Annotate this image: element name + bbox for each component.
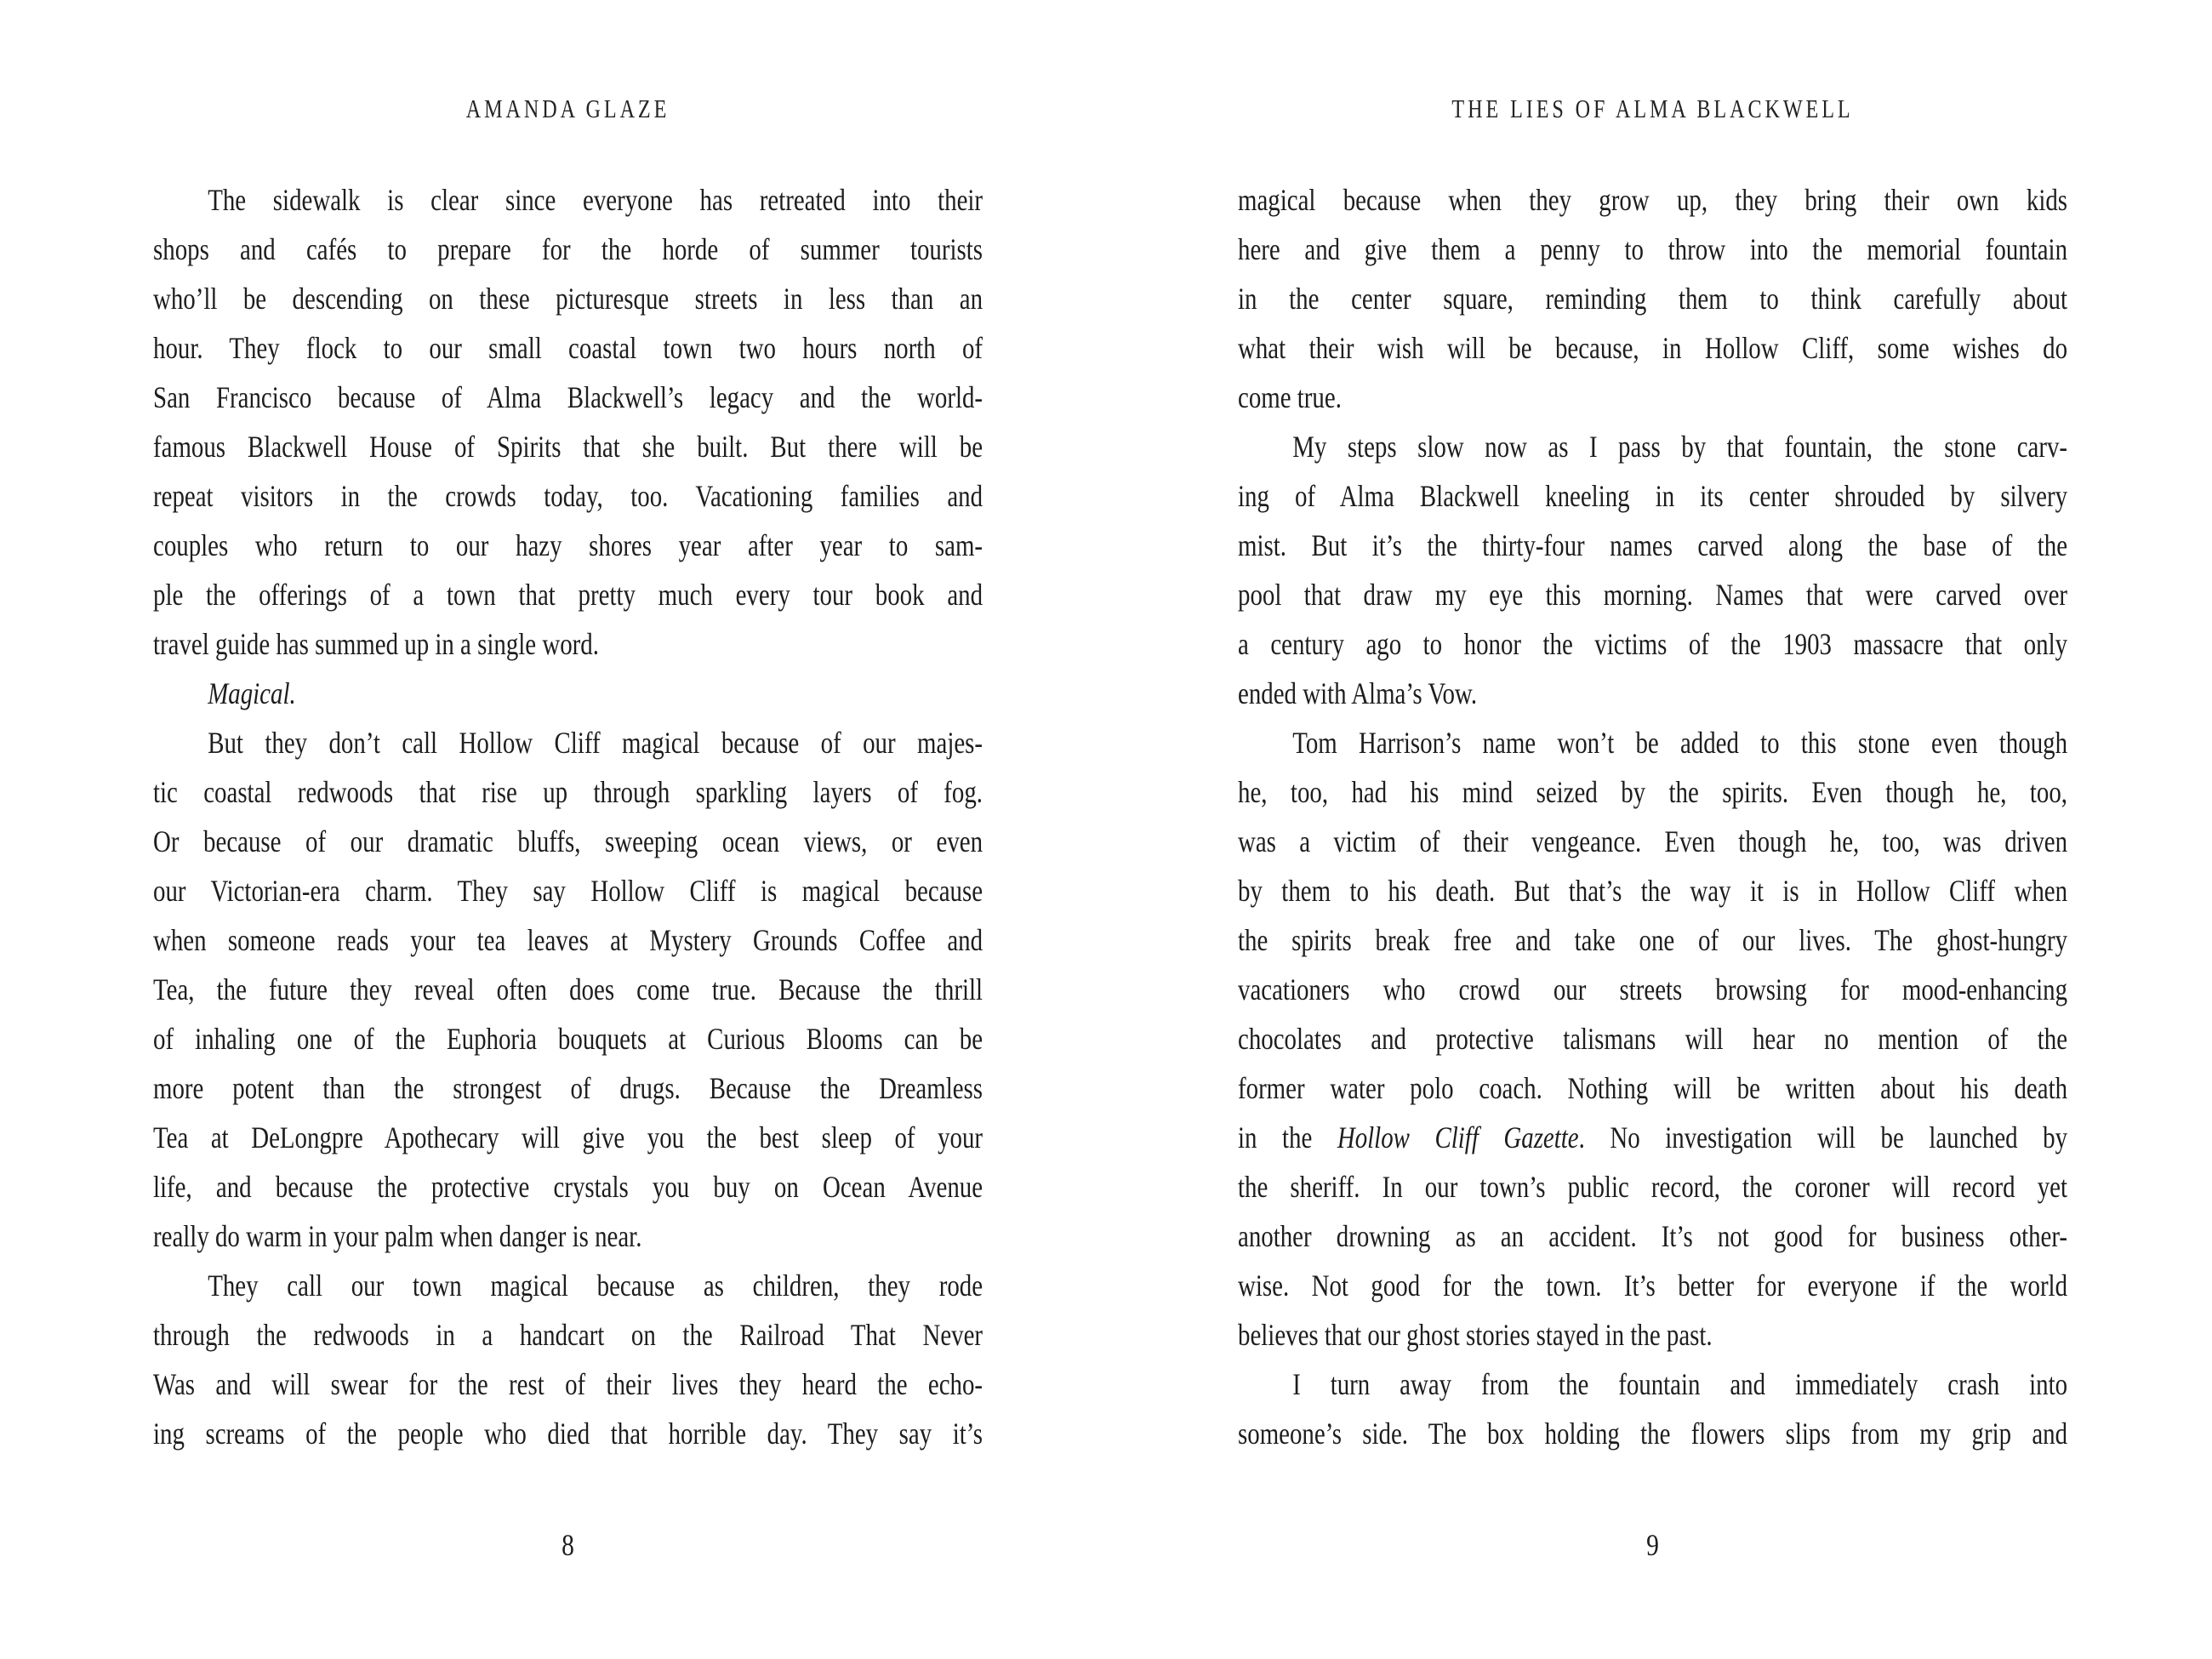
text-line (1238, 1310, 2067, 1360)
text-line (153, 1162, 983, 1211)
text-segment: our Victorian-era charm. They say Hollow Cliff is magical because (153, 874, 983, 908)
text-segment: of inhaling one of the Euphoria bouquets at Curious Blooms can be (153, 1022, 983, 1056)
text-line (1238, 1360, 2067, 1409)
text-line (1238, 1014, 2067, 1063)
text-line (1238, 1162, 2067, 1211)
text-line (153, 323, 983, 373)
text-line (1238, 718, 2067, 767)
text-line (153, 175, 983, 225)
text-segment: hour. They flock to our small coastal town two hours north of (153, 331, 983, 365)
text-line (1238, 225, 2067, 274)
text-line (153, 1310, 983, 1360)
text-segment: Tea, the future they reveal often does come true. Because the thrill (153, 972, 983, 1006)
left-page-body (153, 175, 983, 1458)
text-segment: here and give them a penny to throw into the memorial fountain (1238, 232, 2068, 266)
text-segment: pool that draw my eye this morning. Names that were carved over (1238, 578, 2068, 612)
text-segment: famous Blackwell House of Spirits that she built. But there will be (153, 430, 983, 464)
text-segment: a century ago to honor the victims of the 1903 massacre that only (1238, 627, 2068, 661)
text-line (1238, 817, 2067, 866)
text-segment: shops and cafés to prepare for the horde of summer tourists (153, 232, 983, 266)
text-line (1238, 1063, 2067, 1113)
text-segment: ing of Alma Blackwell kneeling in its center shrouded by silvery (1238, 479, 2068, 513)
text-line (1238, 373, 2067, 422)
italic-text-segment: Magical. (208, 676, 296, 710)
text-segment: the sheriff. In our town’s public record, the coroner will record yet (1238, 1170, 2068, 1204)
text-segment: tic coastal redwoods that rise up through sparkling layers of fog. (153, 775, 983, 809)
text-segment: really do warm in your palm when danger is near. (153, 1219, 642, 1253)
text-segment: by them to his death. But that’s the way it is in Hollow Cliff when (1238, 874, 2068, 908)
text-segment: couples who return to our hazy shores year after year to sam- (153, 528, 983, 562)
text-segment: when someone reads your tea leaves at Mystery Grounds Coffee and (153, 923, 983, 957)
text-segment: The sidewalk is clear since everyone has retreated into their (208, 183, 983, 217)
text-line (1238, 1211, 2067, 1261)
text-segment: travel guide has summed up in a single word. (153, 627, 599, 661)
text-line (1238, 669, 2067, 718)
text-line (1238, 1409, 2067, 1458)
text-line (153, 1063, 983, 1113)
text-segment: who’ll be descending on these picturesque streets in less than an (153, 282, 983, 316)
text-line (1238, 422, 2067, 471)
text-line (1238, 274, 2067, 323)
italic-text-segment: Hollow Cliff Gazette (1337, 1120, 1579, 1154)
text-segment: magical because when they grow up, they bring their own kids (1238, 183, 2068, 217)
text-segment: vacationers who crowd our streets browsing for mood-enhancing (1238, 972, 2068, 1006)
text-segment: ple the offerings of a town that pretty much every tour book and (153, 578, 983, 612)
text-line (153, 1261, 983, 1310)
text-line (153, 915, 983, 965)
text-segment: more potent than the strongest of drugs. Because the Dreamless (153, 1071, 983, 1105)
text-line (153, 422, 983, 471)
text-line (153, 274, 983, 323)
text-segment: repeat visitors in the crowds today, too. Vacationing families and (153, 479, 983, 513)
text-line (1238, 619, 2067, 669)
text-segment: . No investigation will be launched by (1578, 1120, 2068, 1154)
text-segment: was a victim of their vengeance. Even though he, too, was driven (1238, 824, 2068, 858)
text-line (153, 1014, 983, 1063)
text-line (153, 619, 983, 669)
text-line (1238, 570, 2067, 619)
text-segment: ended with Alma’s Vow. (1238, 676, 1478, 710)
text-line (1238, 471, 2067, 521)
text-segment: San Francisco because of Alma Blackwell’s legacy and the world- (153, 380, 983, 414)
text-segment: wise. Not good for the town. It’s better for everyone if the world (1238, 1268, 2068, 1303)
text-segment: I turn away from the fountain and immediately crash into (1292, 1367, 2068, 1401)
text-line (153, 965, 983, 1014)
right-page (1238, 0, 2067, 1659)
text-segment: Tea at DeLongpre Apothecary will give you the best sleep of your (153, 1120, 983, 1154)
text-line (153, 471, 983, 521)
left-page (153, 0, 983, 1659)
text-segment: But they don’t call Hollow Cliff magical because of our majes- (208, 726, 983, 760)
text-segment: believes that our ghost stories stayed in the past. (1238, 1318, 1713, 1352)
text-segment: the spirits break free and take one of our lives. The ghost-hungry (1238, 923, 2068, 957)
text-line (1238, 915, 2067, 965)
text-line (153, 866, 983, 915)
right-page-body (1238, 175, 2067, 1458)
text-line (1238, 323, 2067, 373)
left-running-header-author: AMANDA GLAZE (465, 94, 670, 123)
text-segment: Or because of our dramatic bluffs, sweeping ocean views, or even (153, 824, 983, 858)
text-line (153, 1113, 983, 1162)
text-line (1238, 1113, 2067, 1162)
text-segment: Tom Harrison’s name won’t be added to this stone even though (1292, 726, 2068, 760)
text-line (153, 1211, 983, 1261)
text-line (153, 225, 983, 274)
text-segment: chocolates and protective talismans will hear no mention of the (1238, 1022, 2068, 1056)
text-line (1238, 965, 2067, 1014)
text-segment: through the redwoods in a handcart on the Railroad That Never (153, 1318, 983, 1352)
text-line (153, 817, 983, 866)
right-running-header-title: THE LIES OF ALMA BLACKWELL (1451, 94, 1854, 123)
text-line (1238, 866, 2067, 915)
text-line (1238, 767, 2067, 817)
text-segment: life, and because the protective crystals you buy on Ocean Avenue (153, 1170, 983, 1204)
text-segment: someone’s side. The box holding the flowers slips from my grip and (1238, 1417, 2068, 1451)
text-line (153, 669, 983, 718)
text-line (153, 521, 983, 570)
left-page-number: 8 (562, 1528, 574, 1562)
text-segment: My steps slow now as I pass by that fountain, the stone carv- (1292, 430, 2068, 464)
right-page-number: 9 (1646, 1528, 1659, 1562)
text-segment: mist. But it’s the thirty-four names carved along the base of the (1238, 528, 2068, 562)
text-line (1238, 521, 2067, 570)
text-segment: ing screams of the people who died that horrible day. They say it’s (153, 1417, 983, 1451)
text-line (153, 718, 983, 767)
text-line (153, 570, 983, 619)
text-segment: what their wish will be because, in Hollow Cliff, some wishes do (1238, 331, 2068, 365)
text-segment: come true. (1238, 380, 1342, 414)
text-segment: in the center square, reminding them to think carefully about (1238, 282, 2068, 316)
text-segment: he, too, had his mind seized by the spirits. Even though he, too, (1238, 775, 2068, 809)
text-line (153, 373, 983, 422)
text-segment: They call our town magical because as children, they rode (208, 1268, 983, 1303)
text-line (153, 1409, 983, 1458)
text-segment: Was and will swear for the rest of their lives they heard the echo- (153, 1367, 983, 1401)
text-line (1238, 1261, 2067, 1310)
text-line (153, 767, 983, 817)
text-segment: in the (1238, 1120, 1337, 1154)
text-segment: another drowning as an accident. It’s not good for business other- (1238, 1219, 2068, 1253)
text-line (153, 1360, 983, 1409)
text-line (1238, 175, 2067, 225)
text-segment: former water polo coach. Nothing will be written about his death (1238, 1071, 2068, 1105)
